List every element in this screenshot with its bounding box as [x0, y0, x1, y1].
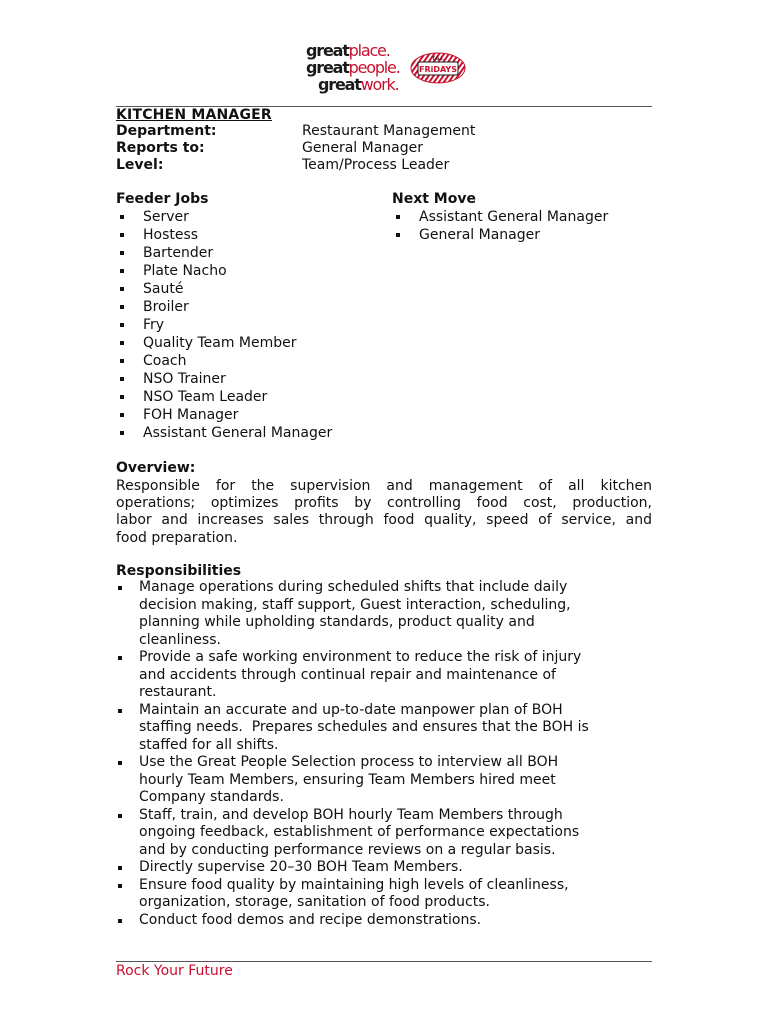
list-item: Hostess	[116, 226, 332, 244]
responsibility-line: Provide a safe working environment to reduce the risk of injury	[139, 649, 582, 665]
logo-word: work.	[360, 75, 399, 94]
list-item: Coach	[116, 352, 332, 370]
list-item: Assistant General Manager	[116, 424, 332, 442]
meta-label: Level:	[116, 157, 164, 173]
responsibility-item	[116, 579, 589, 649]
overview-heading: Overview:	[116, 460, 196, 476]
next-move-list	[392, 208, 608, 244]
responsibility-line: staffed for all shifts.	[139, 736, 279, 753]
overview-line: operations; optimizes profits by controlling food cost, production,	[116, 495, 652, 512]
responsibility-line: Directly supervise 20–30 BOH Team Members.	[139, 859, 463, 875]
overview-line: labor and increases sales through food quality, speed of service, and	[116, 512, 652, 529]
feeder-jobs-list	[116, 208, 332, 442]
meta-value: General Manager	[302, 140, 423, 156]
responsibility-line: Conduct food demos and recipe demonstrations.	[139, 911, 482, 928]
responsibility-item	[116, 859, 589, 877]
meta-value: Restaurant Management	[302, 123, 476, 139]
responsibility-line: staffing needs. Prepares schedules and ensures that the BOH is	[139, 719, 589, 735]
responsibility-line: Manage operations during scheduled shifts that include daily	[139, 579, 568, 595]
job-title: KITCHEN MANAGER	[116, 107, 272, 123]
responsibility-line: Staff, train, and develop BOH hourly Team Members through	[139, 806, 563, 823]
responsibility-item	[116, 807, 589, 860]
responsibility-line: cleanliness.	[139, 631, 221, 648]
list-item: Broiler	[116, 298, 332, 316]
responsibility-line: Maintain an accurate and up-to-date manpower plan of BOH	[139, 701, 563, 718]
badge-top-text: T.G.I.	[432, 56, 444, 61]
next-move-heading: Next Move	[392, 191, 476, 207]
list-item: FOH Manager	[116, 406, 332, 424]
meta-value: Team/Process Leader	[302, 157, 450, 173]
responsibility-line: hourly Team Members, ensuring Team Members hired meet	[139, 771, 556, 788]
footer-tagline: Rock Your Future	[116, 963, 233, 979]
responsibility-item	[116, 912, 589, 930]
list-item: NSO Team Leader	[116, 388, 332, 406]
logo-word: great	[306, 41, 349, 60]
list-item: Sauté	[116, 280, 332, 298]
responsibility-line: organization, storage, sanitation of food products.	[139, 894, 490, 910]
meta-label: Department:	[116, 123, 217, 139]
responsibility-line: Use the Great People Selection process to interview all BOH	[139, 754, 559, 770]
responsibility-line: Company standards.	[139, 789, 284, 805]
overview-text	[116, 478, 652, 547]
responsibilities-list	[116, 579, 589, 929]
logo-line-3	[306, 76, 400, 93]
list-item: Server	[116, 208, 332, 226]
list-item: Fry	[116, 316, 332, 334]
responsibility-item	[116, 877, 589, 912]
list-item: Quality Team Member	[116, 334, 332, 352]
logo-word: great	[306, 58, 349, 77]
responsibility-line: and accidents through continual repair and maintenance of	[139, 666, 556, 683]
company-logo	[306, 42, 466, 102]
overview-line: Responsible for the supervision and management of all kitchen	[116, 478, 652, 494]
responsibility-line: Ensure food quality by maintaining high levels of cleanliness,	[139, 876, 569, 893]
overview-line: food preparation.	[116, 529, 238, 546]
logo-tagline	[306, 42, 400, 93]
meta-label: Reports to:	[116, 140, 205, 156]
list-item: Assistant General Manager	[392, 208, 608, 226]
badge-text: FRiDAYS	[419, 65, 457, 74]
fridays-badge-icon	[410, 52, 466, 84]
responsibility-line: ongoing feedback, establishment of performance expectations	[139, 824, 580, 840]
responsibilities-heading: Responsibilities	[116, 563, 242, 579]
responsibility-line: decision making, staff support, Guest interaction, scheduling,	[139, 596, 571, 613]
responsibility-line: and by conducting performance reviews on a regular basis.	[139, 841, 556, 858]
responsibility-item	[116, 649, 589, 702]
list-item: Bartender	[116, 244, 332, 262]
logo-line-1	[306, 42, 400, 59]
responsibility-line: planning while upholding standards, product quality and	[139, 614, 535, 630]
feeder-jobs-heading: Feeder Jobs	[116, 191, 209, 207]
list-item: NSO Trainer	[116, 370, 332, 388]
responsibility-line: restaurant.	[139, 684, 217, 700]
logo-word: great	[318, 75, 361, 94]
logo-word: people.	[348, 58, 400, 77]
list-item: Plate Nacho	[116, 262, 332, 280]
logo-line-2	[306, 59, 400, 76]
logo-word: place.	[348, 41, 390, 60]
responsibility-item	[116, 702, 589, 755]
responsibility-item	[116, 754, 589, 807]
list-item: General Manager	[392, 226, 608, 244]
